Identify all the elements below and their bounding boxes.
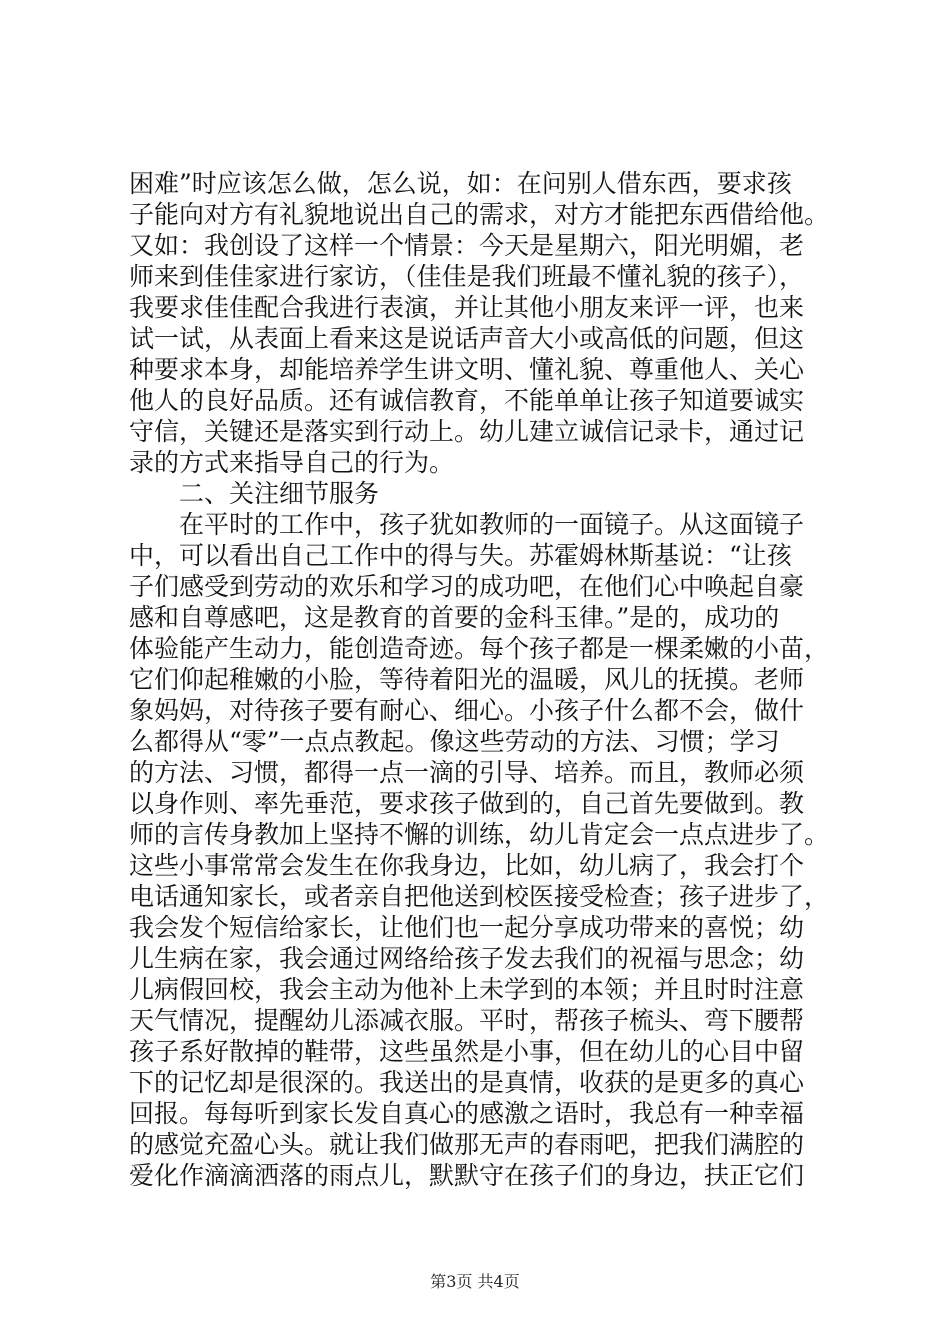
text-line: 电话通知家长，或者亲自把他送到校医接受检查；孩子进步了， <box>129 882 830 911</box>
text-line: 么都得从“零”一点点教起。像这些劳动的方法、习惯；学习 <box>129 727 780 756</box>
text-line: 体验能产生动力，能创造奇迹。每个孩子都是一棵柔嫩的小苗， <box>129 634 830 663</box>
text-line: 的感觉充盈心头。就让我们做那无声的春雨吧，把我们满腔的 <box>129 1130 805 1159</box>
text-line: 种要求本身，却能培养学生讲文明、懂礼貌、尊重他人、关心 <box>129 355 805 384</box>
text-line: 师的言传身教加上坚持不懈的训练，幼儿肯定会一点点进步了。 <box>129 820 830 849</box>
text-line: 子能向对方有礼貌地说出自己的需求，对方才能把东西借给他。 <box>129 200 830 229</box>
text-line: 天气情况，提醒幼儿添减衣服。平时，帮孩子梳头、弯下腰帮 <box>129 1006 805 1035</box>
text-line: 中，可以看出自己工作中的得与失。苏霍姆林斯基说：“让孩 <box>129 541 792 570</box>
text-line: 孩子系好散掉的鞋带，这些虽然是小事，但在幼儿的心目中留 <box>129 1037 805 1066</box>
text-line: 的方法、习惯，都得一点一滴的引导、培养。而且，教师必须 <box>129 758 805 787</box>
text-line: 在平时的工作中，孩子犹如教师的一面镜子。从这面镜子 <box>179 510 805 539</box>
text-line: 试一试，从表面上看来这是说话声音大小或高低的问题，但这 <box>129 324 805 353</box>
text-line: 这些小事常常会发生在你我身边，比如，幼儿病了，我会打个 <box>129 851 805 880</box>
text-line: 录的方式来指导自己的行为。 <box>129 448 455 477</box>
text-line: 他人的良好品质。还有诚信教育，不能单单让孩子知道要诚实 <box>129 386 805 415</box>
section-heading: 二、关注细节服务 <box>179 479 380 508</box>
paragraph-1 <box>129 168 831 478</box>
text-line: 感和自尊感吧，这是教育的首要的金科玉律。”是的，成功的 <box>129 603 780 632</box>
text-line: 儿生病在家，我会通过网络给孩子发去我们的祝福与思念；幼 <box>129 944 805 973</box>
text-line: 又如：我创设了这样一个情景：今天是星期六，阳光明媚，老 <box>129 231 805 260</box>
text-line: 子们感受到劳动的欢乐和学习的成功吧，在他们心中唤起自豪 <box>129 572 805 601</box>
text-line: 我会发个短信给家长，让他们也一起分享成功带来的喜悦；幼 <box>129 913 805 942</box>
text-line: 象妈妈，对待孩子要有耐心、细心。小孩子什么都不会，做什 <box>129 696 805 725</box>
paragraph-2 <box>129 509 831 1191</box>
text-line: 它们仰起稚嫩的小脸，等待着阳光的温暖，风儿的抚摸。老师 <box>129 665 805 694</box>
text-line: 回报。每每听到家长发自真心的感激之语时，我总有一种幸福 <box>129 1099 805 1128</box>
text-line: 下的记忆却是很深的。我送出的是真情，收获的是更多的真心 <box>129 1068 805 1097</box>
text-line: 我要求佳佳配合我进行表演，并让其他小朋友来评一评，也来 <box>129 293 805 322</box>
text-line: 守信，关键还是落实到行动上。幼儿建立诚信记录卡，通过记 <box>129 417 805 446</box>
text-line: 困难”时应该怎么做，怎么说，如：在问别人借东西，要求孩 <box>129 169 792 198</box>
text-line: 爱化作滴滴洒落的雨点儿，默默守在孩子们的身边，扶正它们 <box>129 1161 805 1190</box>
document-body <box>129 168 831 1191</box>
text-line: 儿病假回校，我会主动为他补上未学到的本领；并且时时注意 <box>129 975 805 1004</box>
page-number-footer: 第3页 共4页 <box>430 1272 520 1291</box>
text-line: 师来到佳佳家进行家访，（佳佳是我们班最不懂礼貌的孩子）， <box>129 262 805 291</box>
text-line: 以身作则、率先垂范，要求孩子做到的，自己首先要做到。教 <box>129 789 805 818</box>
